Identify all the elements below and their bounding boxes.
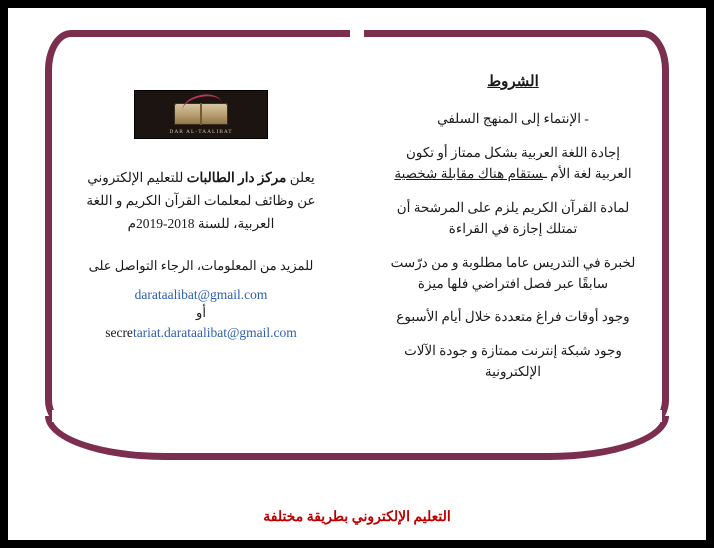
email-secondary-prefix: secre — [105, 324, 133, 340]
email-secondary[interactable] — [72, 325, 330, 341]
book-spine — [350, 30, 364, 430]
email-primary[interactable] — [72, 287, 330, 303]
condition-item: وجود شبكة إنترنت ممتازة و جودة الآلات الإلكترونية — [404, 343, 622, 380]
conditions-column — [368, 30, 658, 430]
condition-item: وجود أوقات فراغ متعددة خلال أيام الأسبوع — [396, 309, 630, 325]
condition-item: - الإنتماء إلى المنهج السلفي — [437, 111, 589, 126]
announcement-prefix: يعلن — [286, 170, 315, 185]
contact-lead-text: للمزيد من المعلومات، الرجاء التواصل على — [88, 257, 314, 273]
email-primary-link[interactable]: darataalibat@gmail.com — [134, 286, 268, 302]
condition-item: إجادة اللغة العربية بشكل ممتاز أو تكون العربية لغة الأم ـستقام هناك مقابلة شخصية — [394, 144, 632, 181]
quran-book-icon — [134, 90, 268, 139]
organization-name: مركز دار الطالبات — [186, 170, 287, 185]
footer-slogan: التعليم الإلكتروني بطريقة مختلفة — [263, 510, 451, 525]
announcement-text — [72, 167, 330, 236]
condition-item: لمادة القرآن الكريم يلزم على المرشحة أن تمتلك إجازة في القراءة — [396, 199, 630, 236]
email-secondary-link[interactable]: tariat.darataalibat@gmail.com — [132, 324, 297, 340]
condition-item: لخبرة في التدريس عاما مطلوبة و من درّست سابقًا عبر فصل افتراضي فلها ميزة — [390, 254, 636, 291]
or-label: أو — [196, 304, 206, 320]
open-book-graphic — [30, 30, 684, 460]
announcement-column — [56, 30, 346, 430]
announcement-suffix: للتعليم الإلكتروني عن وظائف لمعلمات القرآن الكريم و اللغة العربية، للسنة 2018-2019م — [86, 170, 316, 231]
conditions-title: الشروط — [487, 74, 539, 90]
logo-caption: DAR AL-TAALIBAT — [169, 129, 233, 135]
